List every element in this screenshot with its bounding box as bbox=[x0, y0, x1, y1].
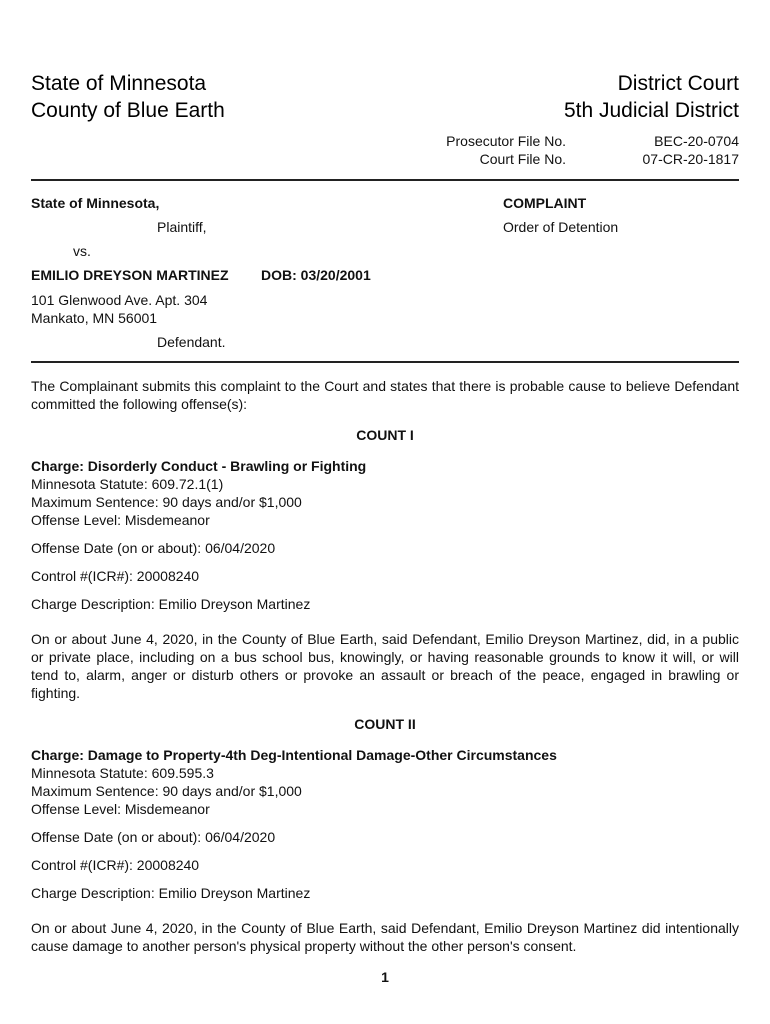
defendant-address-line1: 101 Glenwood Ave. Apt. 304 bbox=[31, 292, 208, 308]
statute: Minnesota Statute: 609.595.3 bbox=[31, 765, 214, 781]
header-state: State of Minnesota bbox=[31, 72, 207, 95]
court-file-number: 07-CR-20-1817 bbox=[642, 151, 739, 167]
document-subtitle: Order of Detention bbox=[503, 219, 619, 235]
header-county: County of Blue Earth bbox=[31, 99, 225, 122]
count-heading: COUNT II bbox=[354, 716, 416, 732]
control-number: Control #(ICR#): 20008240 bbox=[31, 857, 200, 873]
header-court: District Court bbox=[617, 72, 739, 95]
header-district: 5th Judicial District bbox=[563, 99, 739, 122]
plaintiff-name: State of Minnesota, bbox=[31, 195, 160, 211]
offense-date: Offense Date (on or about): 06/04/2020 bbox=[31, 540, 276, 556]
plaintiff-role: Plaintiff, bbox=[157, 219, 207, 235]
max-sentence: Maximum Sentence: 90 days and/or $1,000 bbox=[31, 783, 302, 799]
defendant-address-line2: Mankato, MN 56001 bbox=[31, 310, 158, 326]
offense-date: Offense Date (on or about): 06/04/2020 bbox=[31, 829, 276, 845]
versus-label: vs. bbox=[73, 243, 91, 259]
offense-level: Offense Level: Misdemeanor bbox=[31, 512, 210, 528]
count-narrative: On or about June 4, 2020, in the County of Blue Earth, said Defendant, Emilio Dreyson Martinez did intentionally cause damage to another person's physical property without the other person's consent. bbox=[31, 920, 739, 954]
charge-title: Charge: Disorderly Conduct - Brawling or Fighting bbox=[31, 458, 367, 474]
charge-description: Charge Description: Emilio Dreyson Martinez bbox=[31, 596, 311, 612]
count-narrative: On or about June 4, 2020, in the County of Blue Earth, said Defendant, Emilio Dreyson Martinez, did, in a public or private place, including on a bus school bus, knowingly, or having reasonable grounds to know it will, or will tend to, alarm, anger or disturb others or provoke an assault or breach of the peace, engaged in brawling or fighting. bbox=[31, 631, 739, 701]
defendant-role: Defendant. bbox=[157, 334, 226, 350]
statute: Minnesota Statute: 609.72.1(1) bbox=[31, 476, 224, 492]
charge-description: Charge Description: Emilio Dreyson Martinez bbox=[31, 885, 311, 901]
divider-caption bbox=[31, 361, 739, 363]
prosecutor-file-label: Prosecutor File No. bbox=[446, 133, 566, 149]
page-number: 1 bbox=[381, 969, 389, 985]
divider-top bbox=[31, 179, 739, 181]
charge-title: Charge: Damage to Property-4th Deg-Intentional Damage-Other Circumstances bbox=[31, 747, 557, 763]
max-sentence: Maximum Sentence: 90 days and/or $1,000 bbox=[31, 494, 302, 510]
prosecutor-file-number: BEC-20-0704 bbox=[654, 133, 739, 149]
offense-level: Offense Level: Misdemeanor bbox=[31, 801, 210, 817]
defendant-name: EMILIO DREYSON MARTINEZ bbox=[31, 267, 229, 283]
court-file-label: Court File No. bbox=[479, 151, 566, 167]
control-number: Control #(ICR#): 20008240 bbox=[31, 568, 200, 584]
defendant-dob: DOB: 03/20/2001 bbox=[261, 267, 371, 283]
intro-paragraph: The Complainant submits this complaint to the Court and states that there is probable cause to believe Defendant committed the following offense(s): bbox=[31, 378, 739, 412]
count-heading: COUNT I bbox=[356, 427, 414, 443]
document-title: COMPLAINT bbox=[503, 195, 587, 211]
